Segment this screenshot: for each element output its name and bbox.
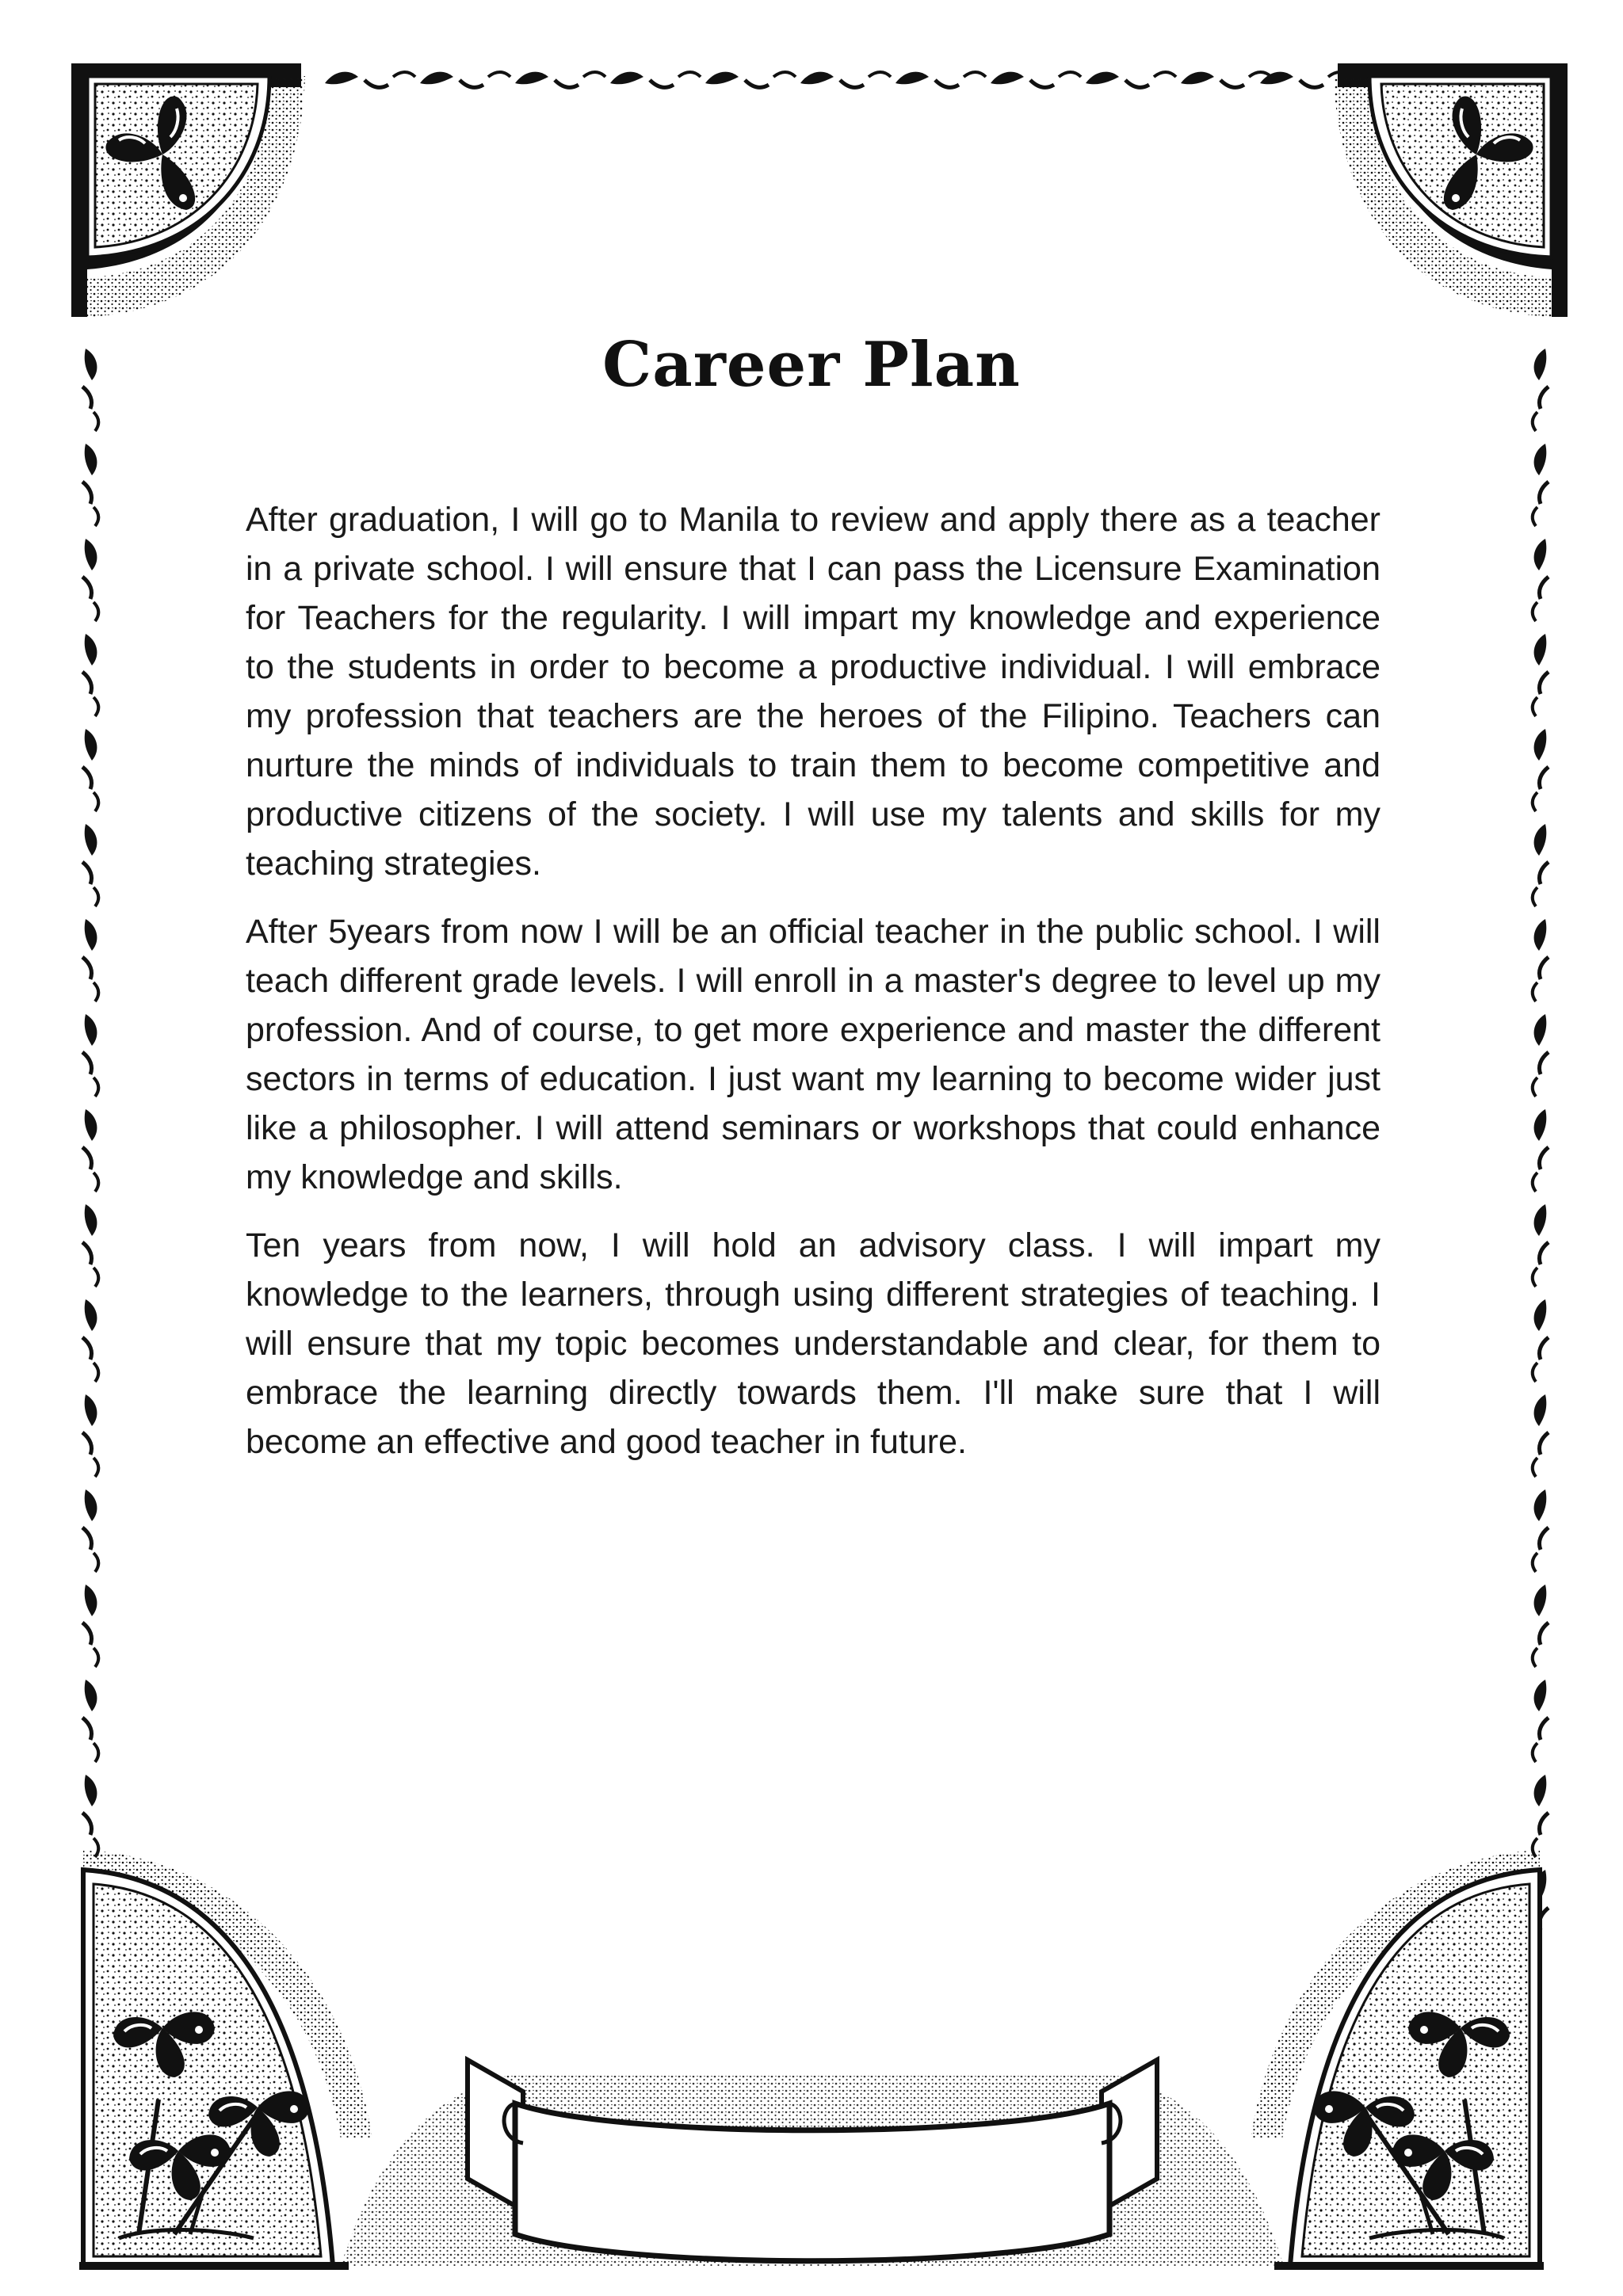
bottom-left-corner-ornament — [79, 1850, 372, 2270]
page-title: Career Plan — [602, 329, 1021, 401]
top-left-corner-ornament — [71, 63, 305, 317]
top-right-corner-ornament — [1334, 63, 1568, 317]
bottom-right-corner-ornament — [1251, 1850, 1544, 2270]
top-border-vine — [313, 72, 1350, 88]
paragraph: Ten years from now, I will hold an advisory class. I will impart my knowledge to the learners, through using different strategies of teaching. I will ensure that my topic becomes understandable and clear, for them to embrace the learning directly towards them. I'll make sure that I will become an effective and good teacher in future. — [246, 1226, 1381, 1461]
scroll-banner-ornament — [341, 2060, 1284, 2266]
left-border-vine — [82, 349, 98, 1952]
right-border-vine — [1533, 349, 1549, 1952]
paragraph: After graduation, I will go to Manila to review and apply there as a teacher in a private school. I will ensure that I can pass the Licensure Examination for Teachers for the regularity. I will impart my knowledge and experience to the students in order to become a productive individual. I will embrace my profession that teachers are the heroes of the Filipino. Teachers can nurture the minds of individuals to train them to become competitive and productive citizens of the society. I will use my talents and skills for my teaching strategies. — [246, 501, 1381, 883]
document-body — [246, 495, 1381, 1486]
paragraph: After 5years from now I will be an official teacher in the public school. I will teach different grade levels. I will enroll in a master's degree to level up my profession. And of course, to get more experience and master the different sectors in terms of education. I just want my learning to become wider just like a philosopher. I will attend seminars or workshops that could enhance my knowledge and skills. — [246, 913, 1381, 1196]
